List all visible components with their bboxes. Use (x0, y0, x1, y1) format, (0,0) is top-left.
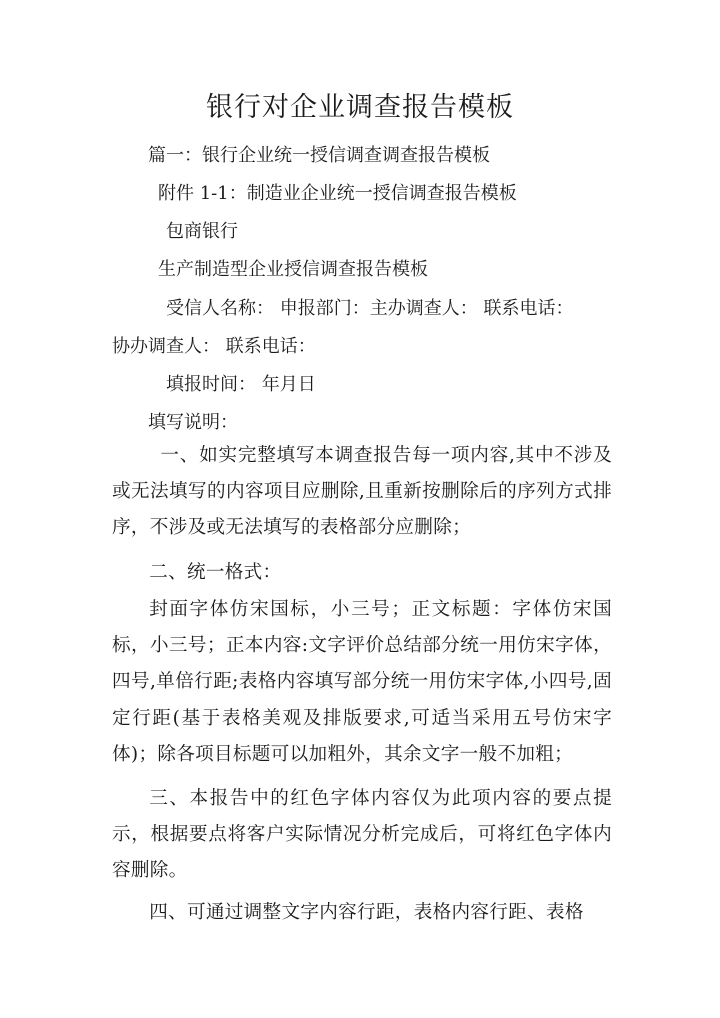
instruction-paragraph-3: 封面字体仿宋国标，小三号；正文标题：字体仿宋国标，小三号；正本内容:文字评价总结部分统一用仿宋字体，四号,单倍行距;表格内容填写部分统一用仿宋字体,小四号,固定行距(基于表格美观及排版要求,可适当采用五号仿宋字体)；除各项目标题可以加粗外，其余文字一般不加粗； (112, 599, 612, 765)
subtitle-line: 篇一：银行企业统一授信调查调查报告模板 (148, 145, 490, 166)
template-name-line: 生产制造型企业授信调查报告模板 (158, 259, 428, 280)
fill-date-line: 填报时间： 年月日 (166, 374, 316, 395)
attachment-line: 附件 1-1：制造业企业统一授信调查报告模板 (158, 183, 517, 204)
document-title: 银行对企业调查报告模板 (206, 92, 514, 123)
instruction-paragraph-5: 四、可通过调整文字内容行距，表格内容行距、表格 (149, 902, 584, 923)
instruction-paragraph-4: 三、本报告中的红色字体内容仅为此项内容的要点提示，根据要点将客户实际情况分析完成后，可将红色字体内容删除。 (112, 788, 612, 882)
co-investigator-line: 协办调查人： 联系电话： (112, 336, 316, 357)
instruction-paragraph-1: 一、如实完整填写本调查报告每一项内容,其中不涉及或无法填写的内容项目应删除,且重新按删除后的序列方式排序，不涉及或无法填写的表格部分应删除； (112, 445, 612, 539)
bank-name-line: 包商银行 (166, 221, 238, 242)
applicant-info-line: 受信人名称： 申报部门：主办调查人： 联系电话： (166, 298, 574, 319)
instruction-paragraph-2: 二、统一格式： (149, 562, 282, 583)
instructions-heading: 填写说明： (148, 412, 238, 433)
